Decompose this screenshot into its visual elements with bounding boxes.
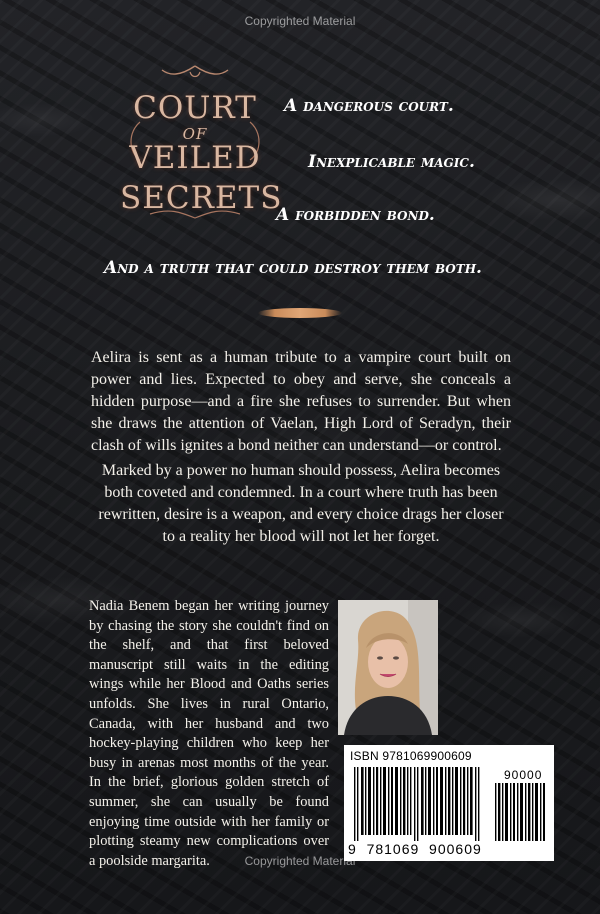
tagline-1: A dangerous court. bbox=[284, 96, 454, 116]
price-addon-bars-icon bbox=[494, 783, 546, 841]
tagline-3: A forbidden bond. bbox=[276, 205, 435, 225]
barcode-digits: 9 781069 900609 bbox=[348, 841, 482, 857]
isbn-barcode bbox=[344, 745, 554, 861]
logo-word-secrets: SECRETS bbox=[120, 180, 283, 216]
blurb-paragraph-2: Marked by a power no human should possess, Aelira becomes both coveted and condemned. In a court where truth has been rewritten, desire is a weapon, and every choice drags her closer to a reality her blood will not let her forget. bbox=[98, 462, 504, 545]
title-logo bbox=[120, 62, 283, 222]
author-photo bbox=[338, 600, 438, 735]
logo-word-veiled: VEILED bbox=[129, 140, 261, 176]
copper-divider bbox=[258, 308, 342, 318]
tagline-4: And a truth that could destroy them both. bbox=[104, 258, 482, 278]
watermark-top: Copyrighted Material bbox=[244, 14, 356, 28]
barcode-bars-icon bbox=[352, 767, 484, 841]
isbn-label: ISBN 9781069900609 bbox=[350, 749, 472, 763]
logo-word-of: OF bbox=[182, 125, 208, 143]
watermark-bottom: Copyrighted Material bbox=[244, 854, 356, 868]
logo-word-court: COURT bbox=[133, 90, 257, 126]
tagline-2: Inexplicable magic. bbox=[308, 152, 475, 172]
price-code: 90000 bbox=[504, 768, 543, 782]
author-portrait-icon bbox=[338, 600, 438, 735]
blurb-paragraph-1: Aelira is sent as a human tribute to a vampire court built on power and lies. Expected to obey and serve, she conceals a hidden purpose—and a fire she refuses to surrender. But when she draws the attention of Vaelan, High Lord of Seradyn, their clash of wills ignites a bond neither can understand—or control. bbox=[91, 349, 511, 454]
author-bio: Nadia Benem began her writing journey by chasing the story she couldn't find on the shelf, and that first beloved manuscript still waits in the editing wings while her Blood and Oaths series unfolds. She lives in rural Ontario, Canada, with her husband and two hockey-playing children who keep her busy in arenas most months of the year. In the brief, glorious golden stretch of summer, she can usually be found enjoying time outside with her family or plotting steamy new complications over a poolside margarita. bbox=[89, 598, 329, 869]
